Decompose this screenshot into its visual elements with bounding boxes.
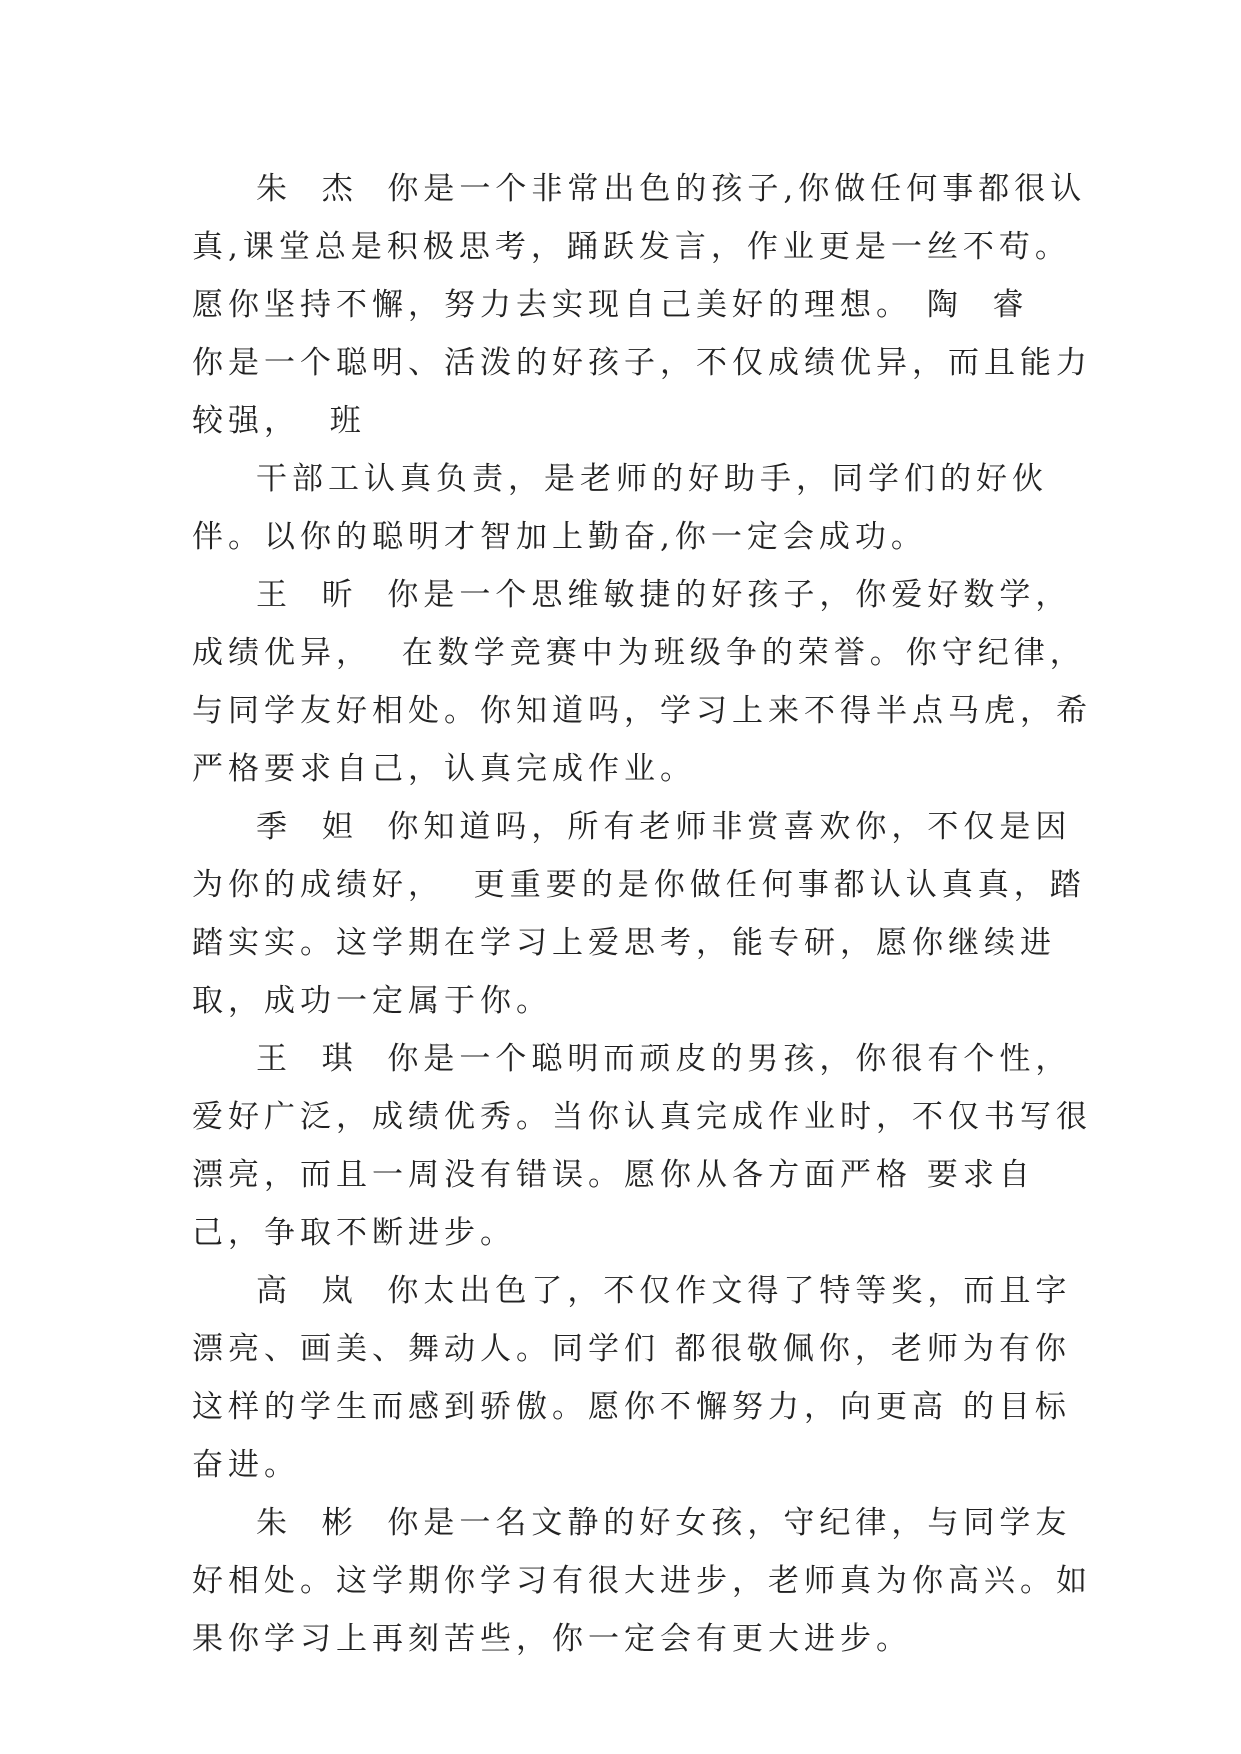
- paragraph-gao-lan: 高 岚 你太出色了，不仅作文得了特等奖，而且字漂亮、画美、舞动人。同学们 都很敬佩你，老师为有你这样的学生而感到骄傲。愿你不懈努力，向更高 的目标奋进。: [192, 1273, 1072, 1483]
- paragraph-wang-qi: 王 琪 你是一个聪明而顽皮的男孩，你很有个性，爱好广泛，成绩优秀。当你认真完成作业时，不仅书写很漂亮，而且一周没有错误。愿你从各方面严格 要求自己，争取不断进步。: [192, 1041, 1092, 1251]
- document-body: [192, 160, 1092, 1668]
- paragraph-zhu-jie: 朱 杰 你是一个非常出色的孩子,你做任何事都很认真,课堂总是积极思考，踊跃发言，作业更是一丝不苟。愿你坚持不懈，努力去实现自己美好的理想。 陶 睿 你是一个聪明、活泼的好孩子，不仅成绩优异，而且能力较强， 班: [192, 171, 1092, 439]
- paragraph-zhu-bin: 朱 彬 你是一名文静的好女孩，守纪律，与同学友好相处。这学期你学习有很大进步，老师真为你高兴。如果你学习上再刻苦些，你一定会有更大进步。: [192, 1505, 1092, 1657]
- paragraph-ji-da: 季 妲 你知道吗，所有老师非赏喜欢你，不仅是因为你的成绩好， 更重要的是你做任何事都认认真真，踏踏实实。这学期在学习上爱思考，能专研，愿你继续进取，成功一定属于你。: [192, 809, 1086, 1019]
- paragraph-tao-rui-continued: 干部工认真负责，是老师的好助手，同学们的好伙伴。以你的聪明才智加上勤奋,你一定会成功。: [192, 461, 1048, 555]
- paragraph-wang-xin: 王 昕 你是一个思维敏捷的好孩子，你爱好数学，成绩优异， 在数学竞赛中为班级争的荣誉。你守纪律，与同学友好相处。你知道吗，学习上来不得半点马虎，希严格要求自己，认真完成作业。: [192, 577, 1092, 787]
